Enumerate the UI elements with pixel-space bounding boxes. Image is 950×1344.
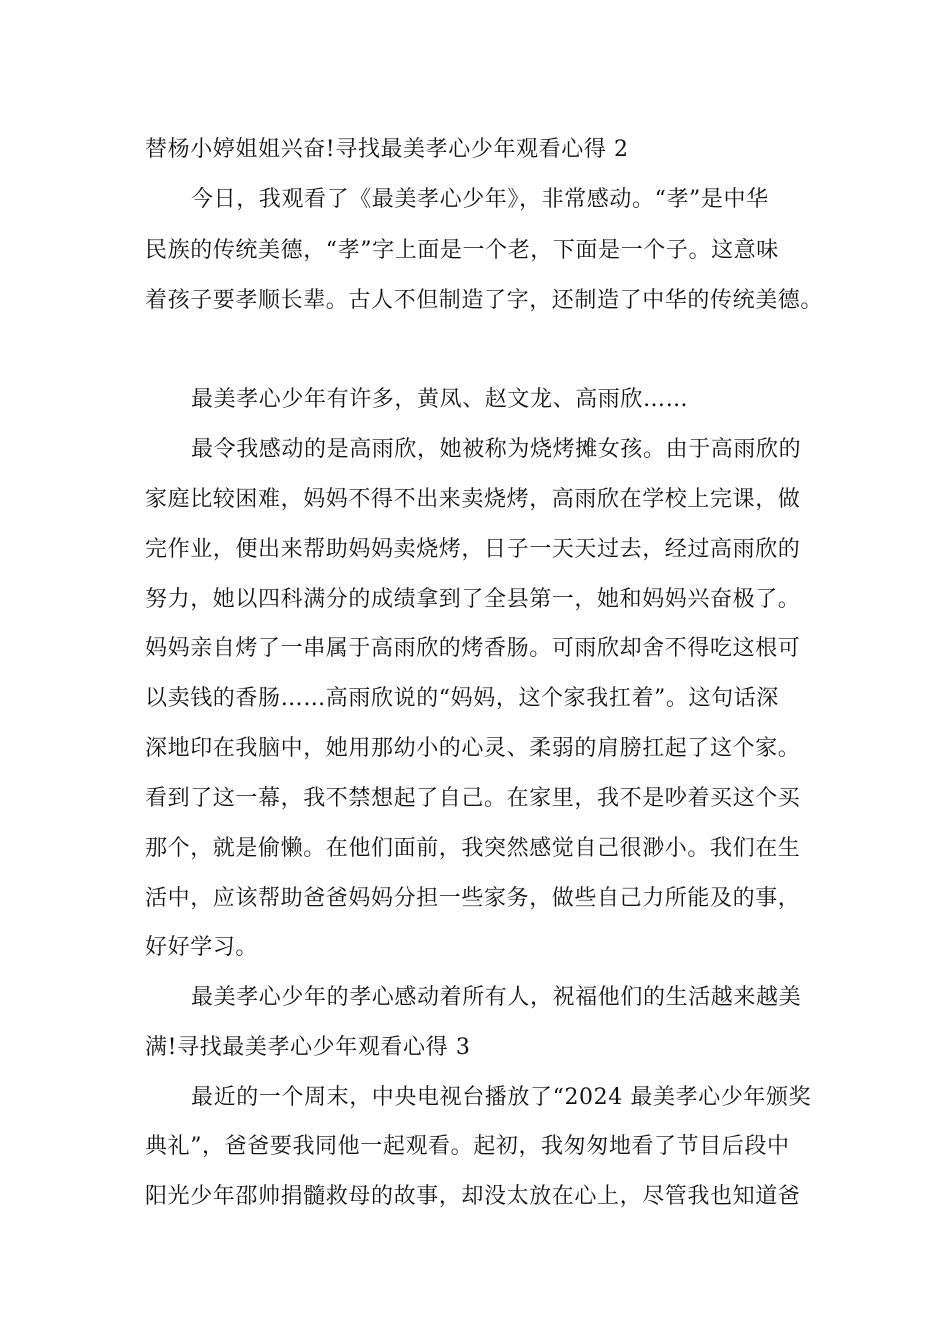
text-line: 那个，就是偷懒。在他们面前，我突然感觉自己很渺小。我们在生 bbox=[145, 836, 801, 861]
text-line: 以卖钱的香肠……高雨欣说的“妈妈，这个家我扛着”。这句话深 bbox=[145, 686, 779, 711]
text-line: 最美孝心少年有许多，黄凤、赵文龙、高雨欣…… bbox=[191, 387, 689, 412]
text-line: 看到了这一幕，我不禁想起了自己。在家里，我不是吵着买这个买 bbox=[145, 786, 801, 811]
text-line: 满!寻找最美孝心少年观看心得 3 bbox=[145, 1035, 471, 1060]
text-line: 努力，她以四科满分的成绩拿到了全县第一，她和妈妈兴奋极了。 bbox=[145, 587, 801, 612]
text-line: 最近的一个周末，中央电视台播放了“2024 最美孝心少年颁奖 bbox=[191, 1085, 812, 1110]
text-line: 民族的传统美德，“孝”字上面是一个老，下面是一个子。这意味 bbox=[145, 238, 779, 263]
text-line: 阳光少年邵帅捐髓救母的故事，却没太放在心上，尽管我也知道爸 bbox=[145, 1184, 801, 1209]
text-line: 着孩子要孝顺长辈。古人不但制造了字，还制造了中华的传统美德。 bbox=[145, 288, 824, 313]
text-line: 活中，应该帮助爸爸妈妈分担一些家务，做些自己力所能及的事， bbox=[145, 886, 801, 911]
text-line: 完作业，便出来帮助妈妈卖烧烤，日子一天天过去，经过高雨欣的 bbox=[145, 537, 801, 562]
text-line: 好好学习。 bbox=[145, 935, 259, 960]
text-line: 今日，我观看了《最美孝心少年》，非常感动。“孝”是中华 bbox=[191, 187, 769, 212]
text-line: 深地印在我脑中，她用那幼小的心灵、柔弱的肩膀扛起了这个家。 bbox=[145, 736, 801, 761]
text-line: 妈妈亲自烤了一串属于高雨欣的烤香肠。可雨欣却舍不得吃这根可 bbox=[145, 636, 801, 661]
text-line: 最令我感动的是高雨欣，她被称为烧烤摊女孩。由于高雨欣的 bbox=[191, 437, 802, 462]
text-line: 典礼”，爸爸要我同他一起观看。起初，我匆匆地看了节目后段中 bbox=[145, 1134, 790, 1159]
text-line: 替杨小婷姐姐兴奋!寻找最美孝心少年观看心得 2 bbox=[145, 137, 629, 162]
text-line: 最美孝心少年的孝心感动着所有人，祝福他们的生活越来越美 bbox=[191, 985, 802, 1010]
text-line: 家庭比较困难，妈妈不得不出来卖烧烤，高雨欣在学校上完课，做 bbox=[145, 487, 801, 512]
